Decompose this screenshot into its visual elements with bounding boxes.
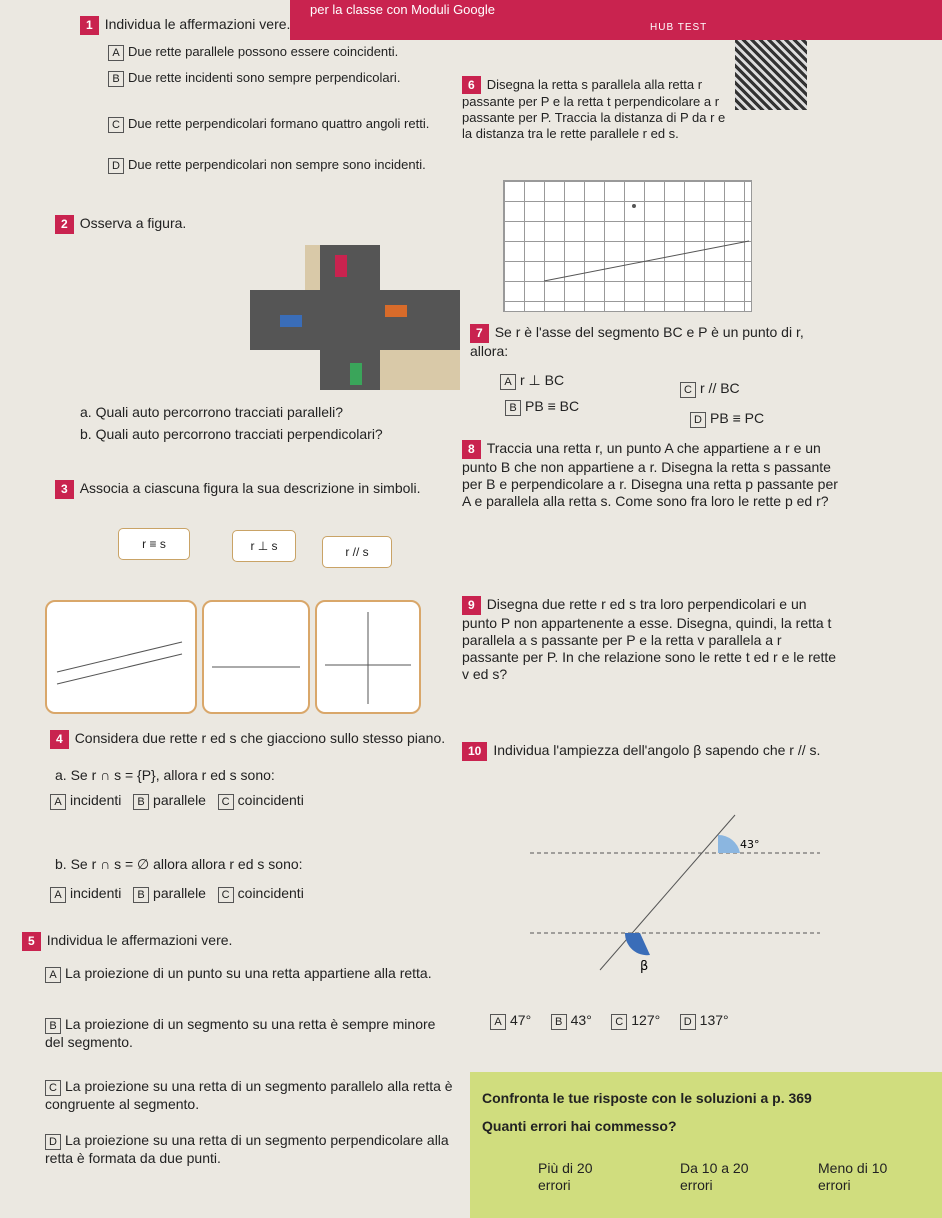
ex1-title: 1 Individua le affermazioni vere. bbox=[80, 16, 290, 35]
ex10-text: 10 Individua l'ampiezza dell'angolo β sapendo che r // s. bbox=[462, 742, 832, 761]
qr-code-icon bbox=[735, 40, 807, 110]
beta-label: β bbox=[640, 959, 649, 974]
ex4-qb-options: A incidenti B parallele C coincidenti bbox=[50, 885, 304, 903]
symbol-perpendicular: r ⊥ s bbox=[232, 530, 296, 562]
ex1-optC: C Due rette perpendicolari formano quattro angoli retti. bbox=[108, 116, 448, 133]
ex5-title: 5 Individua le affermazioni vere. bbox=[22, 932, 442, 951]
ex4-title: 4 Considera due rette r ed s che giacciono sullo stesso piano. bbox=[50, 730, 450, 749]
ex7-optC: C r // BC bbox=[680, 380, 740, 398]
ex2-title: 2 Osserva a figura. bbox=[55, 215, 186, 234]
self-check-line1: Confronta le tue risposte con le soluzioni a p. 369 bbox=[482, 1090, 812, 1106]
angle-label: 43° bbox=[740, 838, 760, 851]
figure-coincident bbox=[202, 600, 310, 714]
figure-parallel bbox=[45, 600, 197, 714]
header-text: per la classe con Moduli Google bbox=[310, 2, 495, 17]
ex7-optD: D PB ≡ PC bbox=[690, 410, 764, 428]
ex2-qa: a. Quali auto percorrono tracciati paralleli? bbox=[80, 404, 344, 420]
ex3-title: 3 Associa a ciascuna figura la sua descrizione in simboli. bbox=[55, 480, 445, 499]
ex1-optD: D Due rette perpendicolari non sempre sono incidenti. bbox=[108, 157, 448, 174]
figure-perpendicular bbox=[315, 600, 421, 714]
ex4-qb: b. Se r ∩ s = ∅ allora allora r ed s sono: bbox=[55, 856, 303, 872]
ex1-optB: B Due rette incidenti sono sempre perpendicolari. bbox=[108, 70, 448, 87]
hub-test-label: HUB TEST bbox=[650, 22, 708, 33]
grid-figure bbox=[503, 180, 752, 312]
symbol-parallel: r // s bbox=[322, 536, 392, 568]
angle-figure bbox=[530, 810, 820, 975]
ex4-qa: a. Se r ∩ s = {P}, allora r ed s sono: bbox=[55, 767, 275, 783]
ex5-optC: C La proiezione su una retta di un segmento parallelo alla retta è congruente al segmento. bbox=[45, 1078, 453, 1112]
ex6-text: 6 Disegna la retta s parallela alla retta r passante per P e la retta t perpendicolare a r passante per P. Traccia la distanza di P da r e la distanza tra le rette parallele r ed s. bbox=[462, 77, 726, 141]
symbol-coincident: r ≡ s bbox=[118, 528, 190, 560]
ex7-text: 7 Se r è l'asse del segmento BC e P è un punto di r, allora: bbox=[470, 324, 804, 359]
self-check-more20: Più di 20 errori bbox=[538, 1160, 593, 1193]
ex7-optA: A r ⊥ BC bbox=[500, 372, 564, 390]
ex2-qb: b. Quali auto percorrono tracciati perpendicolari? bbox=[80, 426, 383, 442]
ex8-text: 8 Traccia una retta r, un punto A che appartiene a r e un punto B che non appartiene a r. Disegna la retta s passante per B e perpendicolare a r. Disegna una retta p passante per A e parallela alla retta s. Come sono fra loro le rette p ed r? bbox=[462, 440, 838, 509]
ex10-options: A 47° B 43° C 127° D 137° bbox=[490, 1012, 729, 1030]
self-check-line2: Quanti errori hai commesso? bbox=[482, 1118, 677, 1134]
self-check-box bbox=[470, 1072, 942, 1218]
self-check-less10: Meno di 10 errori bbox=[818, 1160, 888, 1193]
ex5-optA: A La proiezione di un punto su una retta appartiene alla retta. bbox=[45, 965, 445, 983]
ex9-text: 9 Disegna due rette r ed s tra loro perpendicolari e un punto P non appartenente a esse. Disegna, quindi, la retta t parallela a s passante per P e la retta v parallela a r passante per P. In che relazione sono le rette t ed r e le rette v ed s? bbox=[462, 596, 837, 682]
ex1-optA: A Due rette parallele possono essere coincidenti. bbox=[108, 44, 448, 61]
ex4-qa-options: A incidenti B parallele C coincidenti bbox=[50, 792, 304, 810]
ex5-optD: D La proiezione su una retta di un segmento perpendicolare alla retta è formata da due punti. bbox=[45, 1132, 449, 1166]
crossroad-figure bbox=[250, 245, 460, 390]
self-check-10to20: Da 10 a 20 errori bbox=[680, 1160, 749, 1193]
ex7-optB: B PB ≡ BC bbox=[505, 398, 579, 416]
ex5-optB: B La proiezione di un segmento su una retta è sempre minore del segmento. bbox=[45, 1016, 436, 1050]
